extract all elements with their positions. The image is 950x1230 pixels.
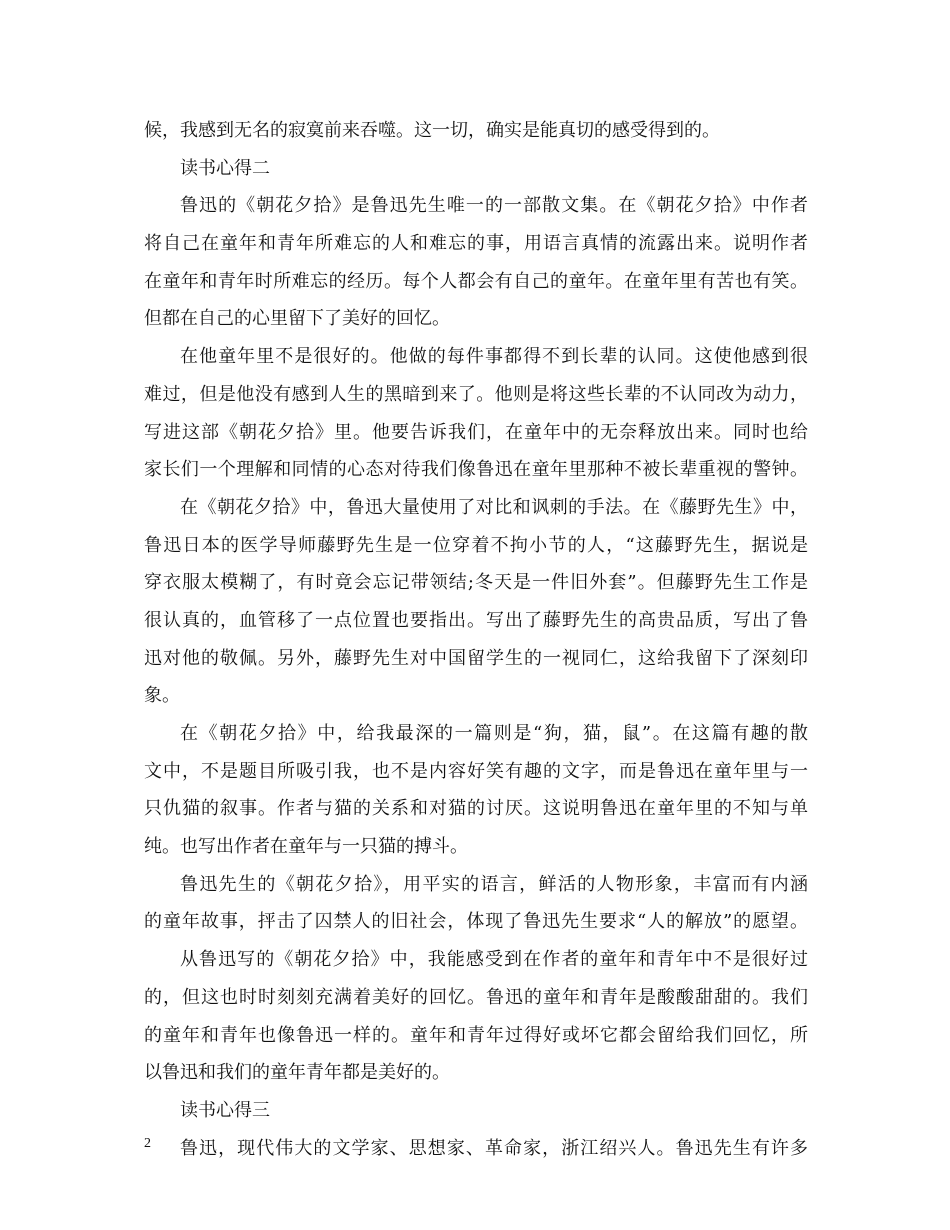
text-line: 在童年和青年时所难忘的经历。每个人都会有自己的童年。在童年里有苦也有笑。	[144, 270, 808, 292]
text-line: 迅对他的敬佩。另外，藤野先生对中国留学生的一视同仁，这给我留下了深刻印	[144, 647, 808, 669]
page-number: 2	[144, 1136, 151, 1151]
text-line: 文中，不是题目所吸引我，也不是内容好笑有趣的文字，而是鲁迅在童年里与一	[144, 760, 808, 782]
document-body	[144, 112, 808, 1167]
text-line: 的童年故事，抨击了囚禁人的旧社会，体现了鲁迅先生要求“人的解放”的愿望。	[144, 911, 808, 933]
text-line: 家长们一个理解和同情的心态对待我们像鲁迅在童年里那种不被长辈重视的警钟。	[144, 459, 808, 481]
paragraph-first-line: 鲁迅，现代伟大的文学家、思想家、革命家，浙江绍兴人。鲁迅先生有许多	[180, 1137, 808, 1159]
text-line: 纯。也写出作者在童年与一只猫的搏斗。	[144, 836, 468, 858]
text-line: 鲁迅日本的医学导师藤野先生是一位穿着不拘小节的人，“这藤野先生，据说是	[144, 534, 808, 556]
text-line: 将自己在童年和青年所难忘的人和难忘的事，用语言真情的流露出来。说明作者	[144, 233, 808, 255]
text-line: 但都在自己的心里留下了美好的回忆。	[144, 308, 450, 330]
paragraph-first-line: 鲁迅先生的《朝花夕拾》，用平实的语言，鲜活的人物形象，丰富而有内涵	[180, 873, 808, 895]
text-line: 写进这部《朝花夕拾》里。他要告诉我们，在童年中的无奈释放出来。同时也给	[144, 421, 808, 443]
text-line: 的童年和青年也像鲁迅一样的。童年和青年过得好或坏它都会留给我们回忆，所	[144, 1024, 808, 1046]
text-line: 候，我感到无名的寂寞前来吞噬。这一切，确实是能真切的感受得到的。	[144, 120, 720, 141]
text-line: 难过，但是他没有感到人生的黑暗到来了。他则是将这些长辈的不认同改为动力，	[144, 383, 808, 405]
paragraph-first-line: 读书心得二	[180, 157, 270, 179]
text-line: 只仇猫的叙事。作者与猫的关系和对猫的讨厌。这说明鲁迅在童年里的不知与单	[144, 798, 808, 820]
paragraph-first-line: 在他童年里不是很好的。他做的每件事都得不到长辈的认同。这使他感到很	[180, 346, 808, 368]
text-line: 的，但这也时时刻刻充满着美好的回忆。鲁迅的童年和青年是酸酸甜甜的。我们	[144, 986, 808, 1008]
text-line: 象。	[144, 685, 180, 707]
text-line: 很认真的，血管移了一点位置也要指出。写出了藤野先生的高贵品质，写出了鲁	[144, 609, 808, 631]
paragraph-first-line: 读书心得三	[180, 1099, 270, 1121]
paragraph-first-line: 从鲁迅写的《朝花夕拾》中，我能感受到在作者的童年和青年中不是很好过	[180, 949, 808, 971]
text-line: 以鲁迅和我们的童年青年都是美好的。	[144, 1062, 450, 1084]
paragraph-first-line: 在《朝花夕拾》中，鲁迅大量使用了对比和讽刺的手法。在《藤野先生》中，	[180, 496, 808, 518]
text-line: 穿衣服太模糊了，有时竟会忘记带领结;冬天是一件旧外套”。但藤野先生工作是	[144, 572, 808, 594]
paragraph-first-line: 鲁迅的《朝花夕拾》是鲁迅先生唯一的一部散文集。在《朝花夕拾》中作者	[180, 195, 808, 217]
paragraph-first-line: 在《朝花夕拾》中，给我最深的一篇则是“狗，猫，鼠”。在这篇有趣的散	[180, 723, 808, 744]
